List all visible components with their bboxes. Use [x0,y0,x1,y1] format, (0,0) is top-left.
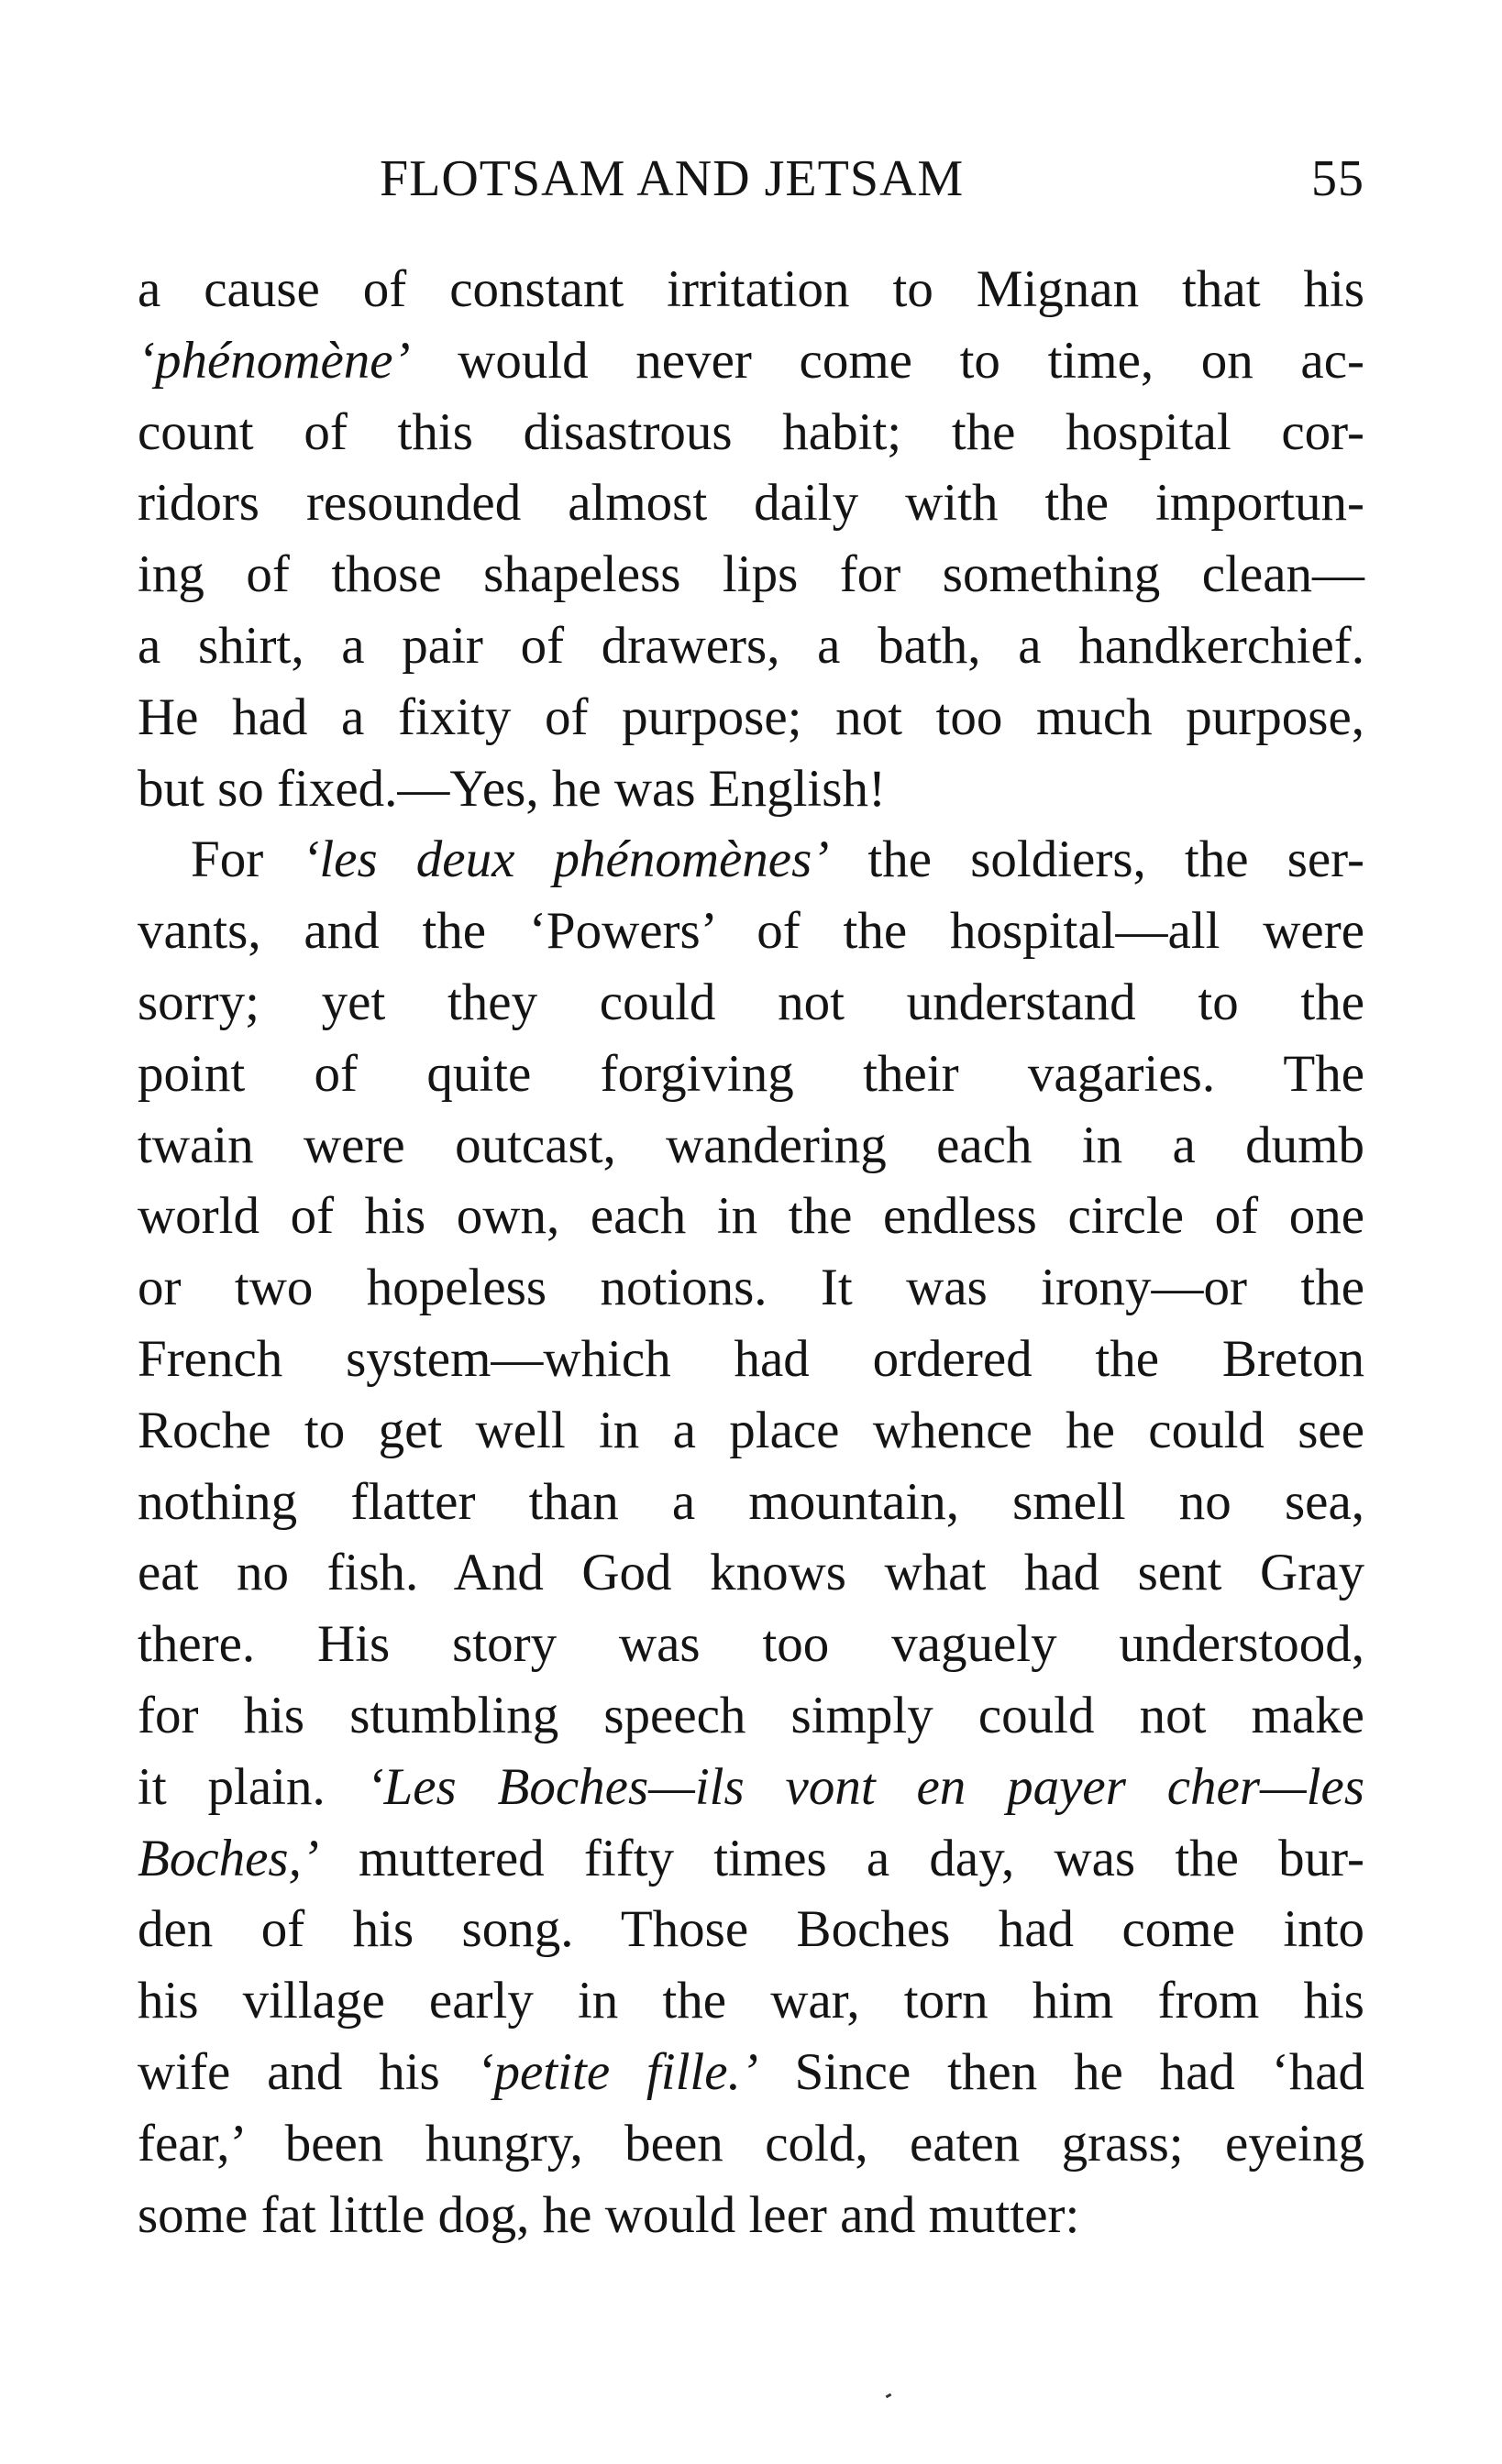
text-run: eat no fish. And God knows what had sent Gray [138,1544,1364,1602]
text-run: or two hopeless notions. It was irony—or the [138,1259,1364,1317]
text-line [138,1680,1364,1752]
text-line [138,1823,1364,1895]
text-line [138,1537,1364,1609]
text-line [138,1894,1364,1965]
text-run: it plain. [138,1757,367,1816]
text-run: for his stumbling speech simply could not make [138,1686,1364,1744]
text-line [138,468,1364,539]
text-line [138,2108,1364,2180]
text-run: a cause of constant irritation to Mignan that his [138,260,1364,318]
text-run: Since then he had ‘had [757,2042,1364,2101]
text-line [138,1609,1364,1680]
text-run: sorry; yet they could not understand to the [138,973,1364,1031]
text-line [138,1965,1364,2037]
running-title: FLOTSAM AND JETSAM [380,150,965,207]
text-run: fear,’ been hungry, been cold, eaten grass; eyeing [138,2114,1364,2172]
text-line [138,2180,1364,2251]
text-line [138,1252,1364,1324]
page-number: 55 [1311,150,1364,207]
text-run: He had a fixity of purpose; not too much purpose, [138,688,1364,746]
text-run: a shirt, a pair of drawers, a bath, a handkerchief. [138,616,1364,675]
italic-phrase: ‘Les Boches—ils vont en payer cher—les [366,1757,1364,1816]
text-line [138,254,1364,325]
text-line [138,1467,1364,1538]
running-head [138,147,1364,211]
text-line [138,610,1364,682]
text-run: but so fixed.—Yes, he was English! [138,759,886,818]
text-run: his village early in the war, torn him from his [138,1972,1364,2030]
italic-phrase: ‘les deux phénomènes’ [302,830,830,889]
body-text [138,254,1364,2250]
text-run: count of this disastrous habit; the hospital cor- [138,402,1364,461]
text-run: the soldiers, the ser- [829,830,1364,889]
text-run: vants, and the ‘Powers’ of the hospital—all were [138,902,1364,961]
text-line [138,1039,1364,1110]
text-run: ridors resounded almost daily with the importun- [138,474,1364,533]
text-line [138,824,1364,896]
italic-phrase: Boches,’ [138,1829,319,1887]
text-line [138,1752,1364,1823]
text-line [138,682,1364,754]
text-line [138,2037,1364,2108]
text-run: Roche to get well in a place whence he could see [138,1401,1364,1459]
text-line [138,325,1364,397]
text-run: nothing flatter than a mountain, smell no sea, [138,1472,1364,1531]
text-line [138,1110,1364,1182]
text-run: ing of those shapeless lips for something clean— [138,545,1364,604]
text-run: would never come to time, on ac- [410,331,1364,390]
italic-phrase: ‘petite fille.’ [476,2042,758,2101]
text-line [138,539,1364,610]
text-run: den of his song. Those Boches had come into [138,1900,1364,1959]
text-line [138,967,1364,1039]
text-line [138,754,1364,825]
text-run: French system—which had ordered the Breton [138,1329,1364,1388]
printer-mark [886,2393,892,2399]
text-run: some fat little dog, he would leer and mutter: [138,2185,1080,2244]
text-line [138,1324,1364,1395]
italic-phrase: ‘phénomène’ [138,331,411,390]
text-line [138,397,1364,468]
text-line [138,896,1364,967]
text-line [138,1395,1364,1467]
text-run: twain were outcast, wandering each in a dumb [138,1116,1364,1174]
text-run: For [191,830,303,889]
text-run: world of his own, each in the endless circle of one [138,1187,1364,1246]
text-run: there. His story was too vaguely understood, [138,1615,1364,1674]
text-run: muttered fifty times a day, was the bur- [318,1829,1364,1887]
text-run: wife and his [138,2042,477,2101]
text-run: point of quite forgiving their vagaries. The [138,1044,1364,1103]
text-line [138,1181,1364,1252]
